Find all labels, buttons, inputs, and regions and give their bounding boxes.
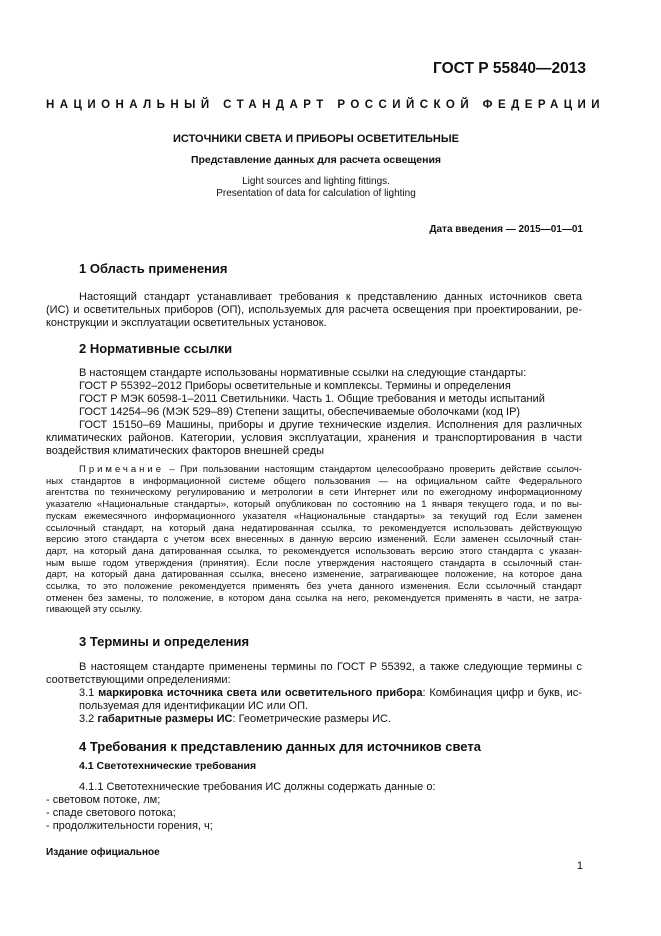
note-line: ссылочный стандарт, на который дана недатированная ссылка, то рекомендуется использовать действующую: [46, 522, 582, 534]
text-line: В настоящем стандарте использованы нормативные ссылки на следующие стандарты:: [79, 367, 527, 379]
list-item: - световом потоке, лм;: [46, 794, 161, 806]
note-line: пускам ежемесячного информационного указателя «Национальные стандарты» за текущий год Если заменен: [46, 510, 582, 522]
english-title-line: Light sources and lighting fittings.: [242, 176, 390, 187]
note-line: ным выше годом утверждения (принятия). Если после утверждения настоящего стандарта в ссылочный стан-: [46, 557, 582, 569]
text-line: 4.1.1 Светотехнические требования ИС должны содержать данные о:: [79, 781, 436, 793]
note-line: дарт, на который дана датированная ссылка, то рекомендуется использовать версию этого стандарта с указан-: [46, 545, 582, 557]
english-title-line: Presentation of data for calculation of lighting: [216, 188, 416, 199]
document-subtitle: Представление данных для расчета освещения: [190, 154, 442, 166]
references-list: [46, 367, 582, 458]
reference-item: ГОСТ 15150–69 Машины, приборы и другие технические изделия. Исполнения для различных: [79, 419, 582, 431]
section-heading: 3 Термины и определения: [79, 634, 250, 649]
text-line: климатических районов. Категории, условия эксплуатации, хранения и транспортирования в части: [46, 432, 582, 444]
note-label: Примечание: [79, 464, 164, 475]
reference-item: ГОСТ Р 55392–2012 Приборы осветительные и комплексы. Термины и определения: [79, 380, 511, 392]
text-line: соответствующими определениями:: [46, 674, 231, 686]
requirements-list: [46, 781, 582, 833]
official-edition-label: Издание официальное: [46, 847, 160, 858]
terms-paragraph: [46, 661, 582, 726]
text-line: Настоящий стандарт устанавливает требования к представлению данных источников света: [79, 291, 582, 303]
list-item: - спаде светового потока;: [46, 807, 176, 819]
term-text: : Геометрические размеры ИС.: [232, 713, 391, 725]
term-name: габаритные размеры ИС: [97, 713, 233, 725]
reference-item: ГОСТ 14254–96 (МЭК 529–89) Степени защиты, обеспечиваемые оболочками (код IP): [79, 406, 521, 418]
note-block: [46, 464, 582, 616]
term-definition: [46, 687, 582, 700]
section-heading: 1 Область применения: [79, 261, 228, 276]
term-definition: [46, 713, 582, 726]
text-line: (ИС) и осветительных приборов (ОП), используемых для расчета освещения при проектировании, ре-: [46, 304, 582, 316]
note-line: версию этого стандарта с учетом всех внесенных в данную версию изменений. Если заменен ссылочный стан-: [46, 534, 582, 546]
term-number: 3.2: [79, 713, 98, 725]
national-standard-banner: НАЦИОНАЛЬНЫЙ СТАНДАРТ РОССИЙСКОЙ ФЕДЕРАЦИИ: [46, 99, 605, 111]
text-line: конструкции и эксплуатации осветительных установок.: [46, 317, 327, 329]
term-text: : Комбинация цифр и букв, ис-: [422, 687, 582, 699]
subsection-heading: 4.1 Светотехнические требования: [79, 760, 257, 772]
section-paragraph: [46, 291, 582, 330]
term-number: 3.1: [79, 687, 99, 699]
note-line: [46, 464, 582, 476]
section-heading: 2 Нормативные ссылки: [79, 341, 233, 356]
text-line: В настоящем стандарте применены термины по ГОСТ Р 55392, а также следующие термины с: [79, 661, 582, 673]
note-line: агентства по техническому регулированию и метрологии в сети Интернет или по ежегодному информационному: [46, 487, 582, 499]
text-line: пользуемая для идентификации ИС или ОП.: [79, 700, 309, 712]
note-line: указателю «Национальные стандарты», который опубликован по состоянию на 1 января текущего года, и по вы-: [46, 499, 582, 511]
document-number: ГОСТ Р 55840—2013: [433, 60, 586, 77]
list-item: - продолжительности горения, ч;: [46, 820, 213, 832]
document-title: ИСТОЧНИКИ СВЕТА И ПРИБОРЫ ОСВЕТИТЕЛЬНЫЕ: [173, 133, 459, 145]
term-name: маркировка источника света или осветительного прибора: [98, 687, 423, 699]
introduction-date: Дата введения — 2015—01—01: [429, 224, 583, 235]
reference-item: ГОСТ Р МЭК 60598-1–2011 Светильники. Часть 1. Общие требования и методы испытаний: [79, 393, 545, 405]
note-line: ных стандартов в информационной системе общего пользования — на официальном сайте Федерального: [46, 475, 582, 487]
note-line: дарт, на который дана датированная ссылка, внесено изменение, затрагивающее положение, на которое дана: [46, 569, 582, 581]
note-line: отменен без замены, то положение, в котором дана ссылка на него, рекомендуется применять в части, не затра-: [46, 592, 582, 604]
text-line: воздействия климатических факторов внешней среды: [46, 445, 325, 457]
note-text: – При пользовании настоящим стандартом целесообразно проверить действие ссылоч-: [164, 464, 582, 475]
english-title: [46, 176, 586, 200]
section-heading: 4 Требования к представлению данных для источников света: [79, 739, 481, 754]
note-line: гивающей эту ссылку.: [46, 604, 143, 616]
page-number: 1: [576, 860, 583, 872]
note-line: ссылка, то это положение рекомендуется применять без учета данного изменения. Если ссылочный стандарт: [46, 581, 582, 593]
